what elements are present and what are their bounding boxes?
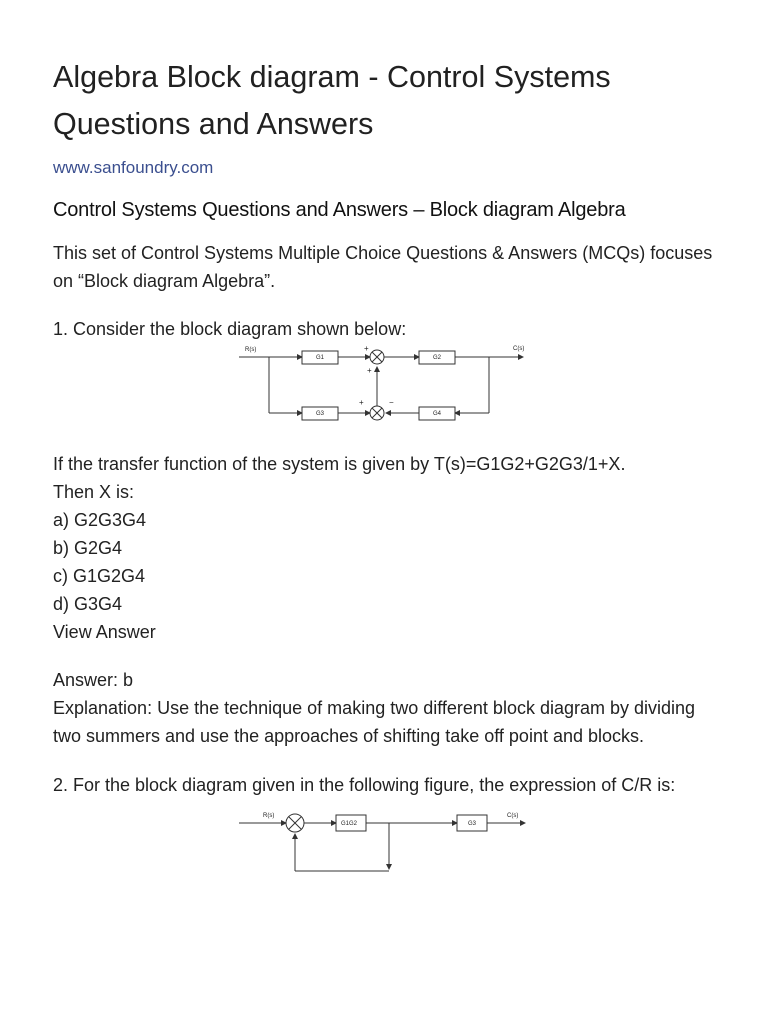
output-label: C(s) (513, 346, 525, 352)
answer-text: Answer: b (53, 670, 134, 690)
view-answer-link[interactable]: View Answer (53, 622, 156, 642)
output-label-2: C(s) (507, 813, 519, 819)
option-a: a) G2G3G4 (53, 510, 147, 530)
sign-top-left: + (364, 345, 369, 353)
option-b: b) G2G4 (53, 538, 123, 558)
option-d: d) G3G4 (53, 594, 123, 614)
sign-bottom-left: + (359, 398, 364, 407)
input-label: R(s) (245, 347, 257, 353)
section-heading: Control Systems Questions and Answers – Block diagram Algebra (53, 199, 626, 221)
block-g1g2-label: G1G2 (341, 821, 358, 827)
sign-top-bottom: + (367, 366, 372, 375)
block-diagram-1 (239, 345, 529, 427)
block-diagram-2 (239, 809, 529, 879)
question-1-prompt: 1. Consider the block diagram shown below: (53, 319, 407, 339)
page-title: Algebra Block diagram - Control Systems Questions and Answers (53, 60, 611, 141)
explanation-text: Explanation: Use the technique of making two different block diagram by dividing two summers and use the approaches of shifting take off point and blocks. (53, 698, 696, 746)
question-1-text-line-2: Then X is: (53, 482, 135, 502)
block-g4-label: G4 (433, 411, 442, 417)
option-c: c) G1G2G4 (53, 566, 146, 586)
input-label-2: R(s) (263, 813, 275, 819)
question-1-text-line-1: If the transfer function of the system is given by T(s)=G1G2+G2G3/1+X. (53, 454, 626, 474)
answer-block (53, 666, 715, 750)
block-g3-2-label: G3 (468, 821, 477, 827)
question-2-prompt: 2. For the block diagram given in the following figure, the expression of C/R is: (53, 775, 676, 795)
sign-bottom-right: − (389, 398, 394, 407)
source-link[interactable]: www.sanfoundry.com (53, 158, 214, 177)
block-g1-label: G1 (316, 355, 325, 361)
block-g3-label: G3 (316, 411, 325, 417)
question-1-body (53, 450, 715, 646)
intro-paragraph: This set of Control Systems Multiple Choice Questions & Answers (MCQs) focuses on “Block diagram Algebra”. (53, 243, 713, 291)
block-g2-label: G2 (433, 355, 442, 361)
